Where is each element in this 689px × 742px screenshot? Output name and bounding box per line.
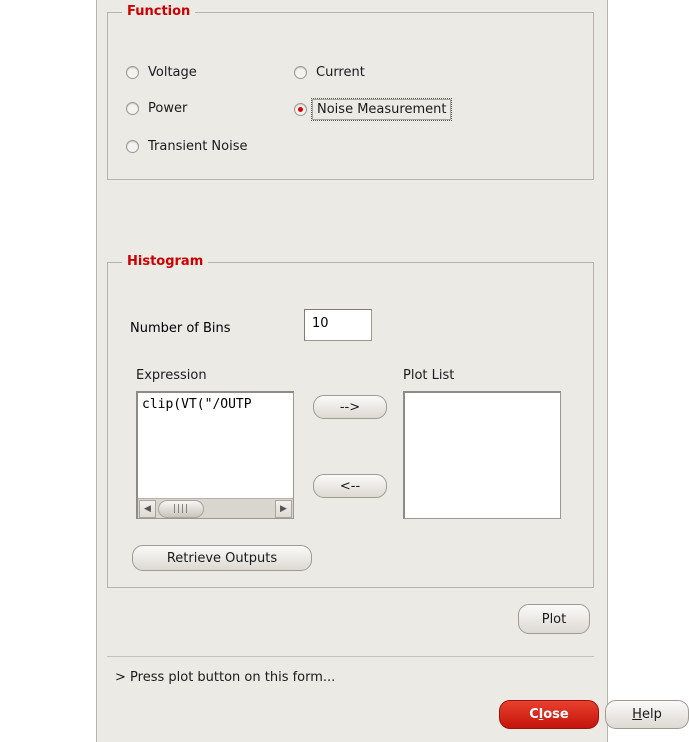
- radio-current-label: Current: [316, 65, 365, 80]
- close-button-accel: l: [538, 707, 544, 722]
- dialog-window: [96, 0, 662, 742]
- number-of-bins-input[interactable]: 10: [304, 309, 372, 341]
- status-message: > Press plot button on this form...: [115, 670, 336, 685]
- expression-horizontal-scrollbar[interactable]: [138, 498, 293, 518]
- help-button-accel: H: [632, 707, 642, 722]
- add-to-plot-list-button[interactable]: -->: [313, 395, 387, 419]
- radio-voltage-label: Voltage: [148, 65, 197, 80]
- radio-noise-measurement-icon: [294, 103, 307, 116]
- radio-transient-noise[interactable]: [126, 139, 248, 154]
- function-group: [107, 4, 594, 180]
- radio-current-icon: [294, 66, 307, 79]
- number-of-bins-label: Number of Bins: [130, 321, 231, 336]
- radio-power-label: Power: [148, 101, 188, 116]
- radio-noise-measurement[interactable]: [294, 101, 447, 118]
- histogram-group: [107, 254, 594, 588]
- close-button-label-prefix: C: [529, 707, 539, 722]
- help-button[interactable]: [605, 700, 689, 729]
- scroll-right-arrow-icon[interactable]: ▶: [275, 500, 292, 518]
- radio-power-icon: [126, 102, 139, 115]
- remove-from-plot-list-button[interactable]: <--: [313, 474, 387, 498]
- status-separator: [107, 656, 594, 657]
- scroll-left-arrow-icon[interactable]: ◀: [139, 500, 156, 518]
- expression-label: Expression: [136, 368, 207, 383]
- plot-list-label: Plot List: [403, 368, 455, 383]
- histogram-group-title: Histogram: [122, 254, 208, 269]
- radio-transient-noise-icon: [126, 140, 139, 153]
- close-button[interactable]: [499, 700, 599, 729]
- scrollbar-thumb[interactable]: ||||: [158, 500, 204, 518]
- plot-list-box[interactable]: [403, 391, 561, 519]
- radio-power[interactable]: [126, 101, 187, 116]
- expression-item[interactable]: clip(VT("/OUTP: [142, 397, 252, 412]
- help-button-label-suffix: elp: [641, 707, 662, 722]
- function-group-title: Function: [122, 4, 195, 19]
- radio-noise-measurement-label: Noise Measurement: [312, 99, 451, 120]
- retrieve-outputs-button[interactable]: Retrieve Outputs: [132, 545, 312, 571]
- expression-list[interactable]: [136, 391, 294, 519]
- close-button-label-suffix: ose: [543, 707, 569, 722]
- plot-button[interactable]: Plot: [518, 604, 590, 634]
- radio-transient-noise-label: Transient Noise: [148, 139, 248, 154]
- radio-voltage-icon: [126, 66, 139, 79]
- radio-current[interactable]: [294, 65, 365, 80]
- radio-voltage[interactable]: [126, 65, 197, 80]
